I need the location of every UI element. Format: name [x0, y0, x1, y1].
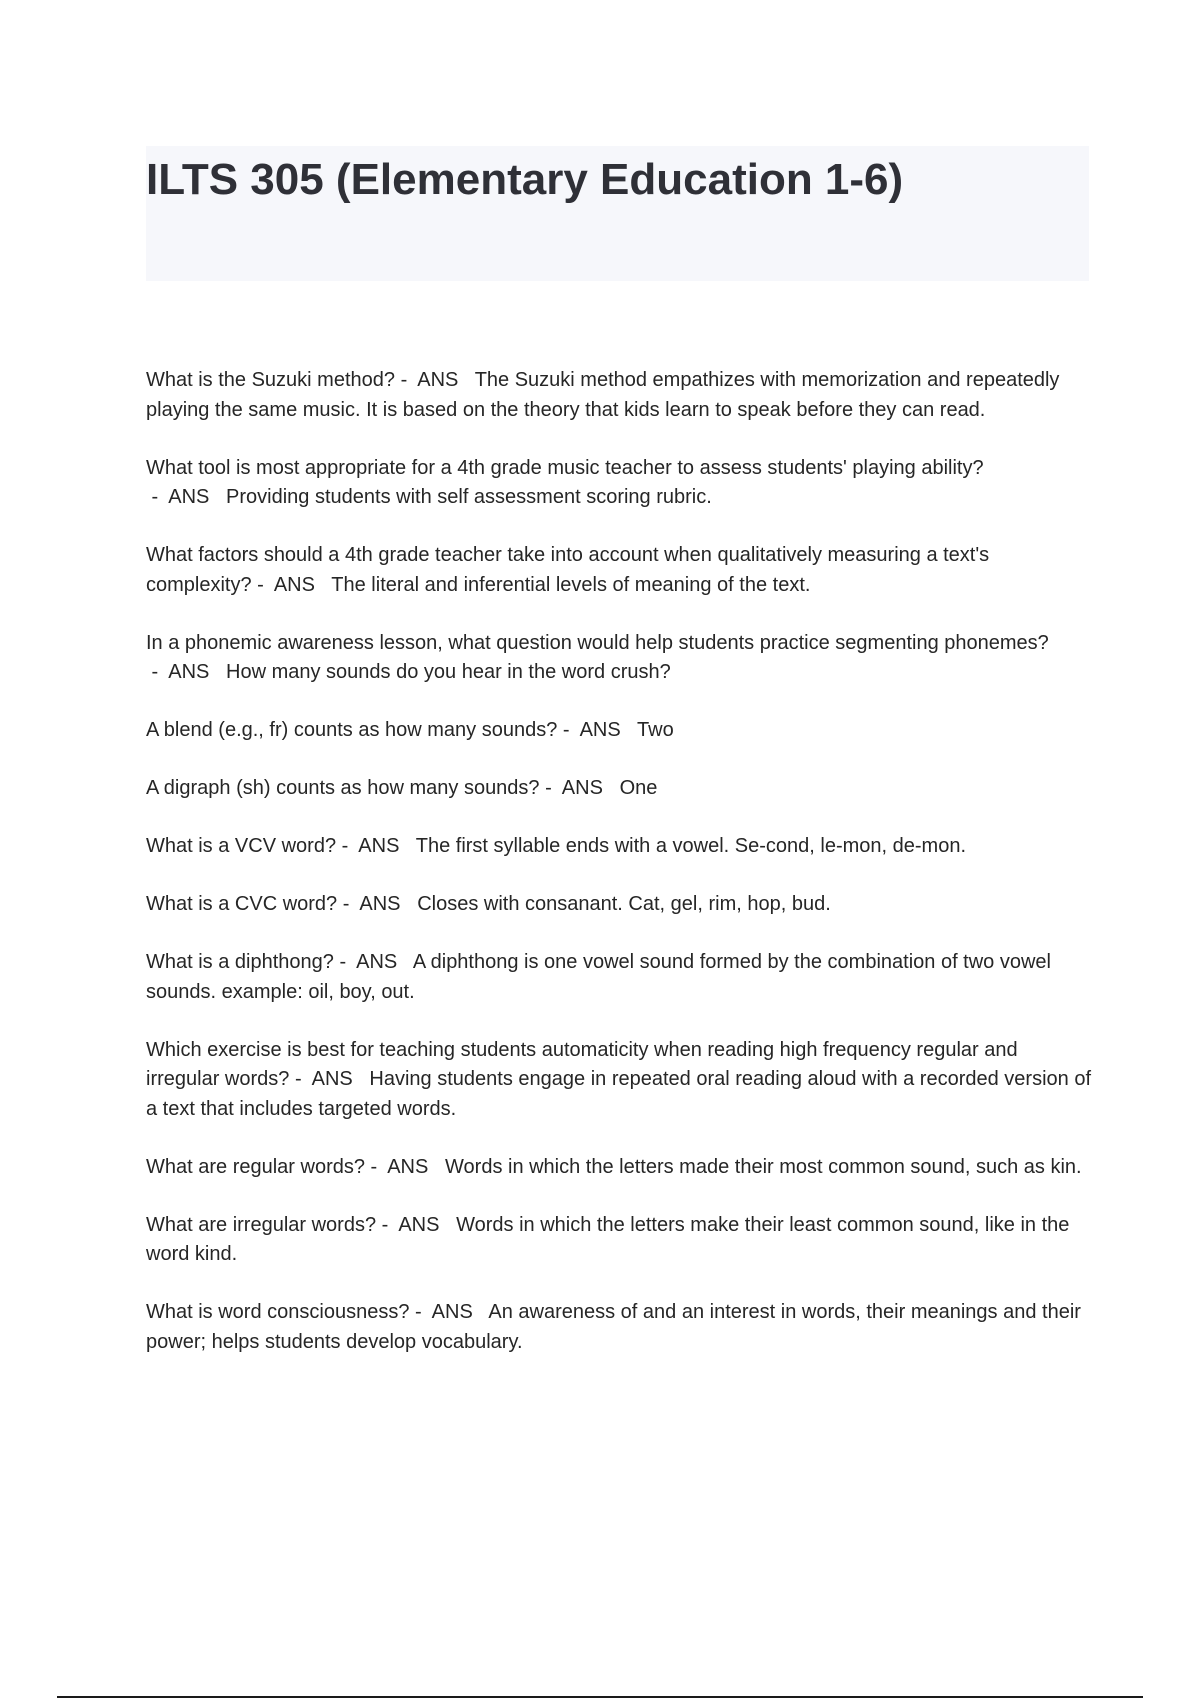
question-text: A blend (e.g., fr) counts as how many sounds? [146, 719, 558, 741]
qa-item [146, 890, 1096, 920]
answer-separator: - ANS [146, 661, 227, 683]
qa-item [146, 948, 1096, 1007]
answer-text: One [619, 777, 658, 799]
answer-text: Words in which the letters make their least common sound, like in the word kind. [146, 1213, 1070, 1265]
title-banner [146, 146, 1089, 281]
qa-item [146, 832, 1096, 862]
qa-item [146, 366, 1096, 425]
qa-item [146, 1153, 1096, 1183]
answer-text: The literal and inferential levels of meaning of the text. [331, 573, 811, 596]
answer-separator: - ANS [146, 486, 227, 508]
answer-separator: - ANS [395, 369, 475, 391]
qa-item [146, 1298, 1096, 1357]
answer-text: How many sounds do you hear in the word crush? [226, 661, 671, 683]
qa-item [146, 454, 1096, 513]
answer-separator: - ANS [251, 573, 332, 596]
qa-list [146, 366, 1096, 1386]
qa-item [146, 1036, 1096, 1125]
question-text: A digraph (sh) counts as how many sounds? [146, 777, 540, 799]
footer-rule [57, 1696, 1143, 1698]
answer-text: An awareness of and an interest in words, their meanings and their power; helps students develop vocabulary. [146, 1301, 1081, 1353]
question-text: What is a CVC word? [146, 893, 338, 915]
answer-text: A diphthong is one vowel sound formed by the combination of two vowel sounds. example: oil, boy, out. [146, 951, 1051, 1003]
answer-separator: - ANS [557, 719, 638, 741]
qa-item [146, 774, 1096, 804]
answer-text: The first syllable ends with a vowel. Se-cond, le-mon, de-mon. [415, 835, 966, 857]
question-text: What is the Suzuki method? [146, 369, 396, 391]
answer-separator: - ANS [337, 893, 418, 915]
question-text: What are regular words? [146, 1155, 365, 1178]
answer-separator: - ANS [336, 835, 416, 857]
qa-item [146, 1211, 1096, 1270]
question-text: What is a diphthong? [146, 951, 334, 973]
qa-item [146, 629, 1096, 688]
answer-text: The Suzuki method empathizes with memorization and repeatedly playing the same music. It is based on the theory that kids learn to speak before they can read. [146, 369, 1060, 421]
qa-item [146, 541, 1096, 600]
answer-separator: - ANS [364, 1155, 446, 1178]
document-title: ILTS 305 (Elementary Education 1-6) [146, 155, 904, 204]
question-text: In a phonemic awareness lesson, what question would help students practice segmenting phonemes? [146, 631, 1049, 654]
question-text: Which exercise is best for teaching students automaticity when reading high frequency regular and irregular words? [146, 1038, 1018, 1090]
question-text: What is word consciousness? [146, 1301, 410, 1323]
answer-separator: - ANS [289, 1068, 370, 1090]
answer-text: Having students engage in repeated oral reading aloud with a recorded version of a text that includes targeted words. [146, 1068, 1092, 1120]
answer-text: Two [637, 719, 674, 741]
answer-text: Providing students with self assessment scoring rubric. [226, 486, 712, 508]
question-text: What factors should a 4th grade teacher take into account when qualitatively measuring a text's complexity? [146, 544, 990, 596]
answer-separator: - ANS [333, 951, 413, 973]
answer-text: Closes with consanant. Cat, gel, rim, hop, bud. [417, 893, 831, 915]
answer-separator: - ANS [376, 1213, 457, 1236]
question-text: What are irregular words? [146, 1213, 377, 1236]
question-text: What is a VCV word? [146, 835, 337, 857]
qa-item [146, 716, 1096, 746]
answer-text: Words in which the letters made their most common sound, such as kin. [445, 1155, 1082, 1178]
question-text: What tool is most appropriate for a 4th grade music teacher to assess students' playing ability? [146, 456, 984, 479]
answer-separator: - ANS [539, 777, 620, 799]
answer-separator: - ANS [409, 1301, 489, 1323]
